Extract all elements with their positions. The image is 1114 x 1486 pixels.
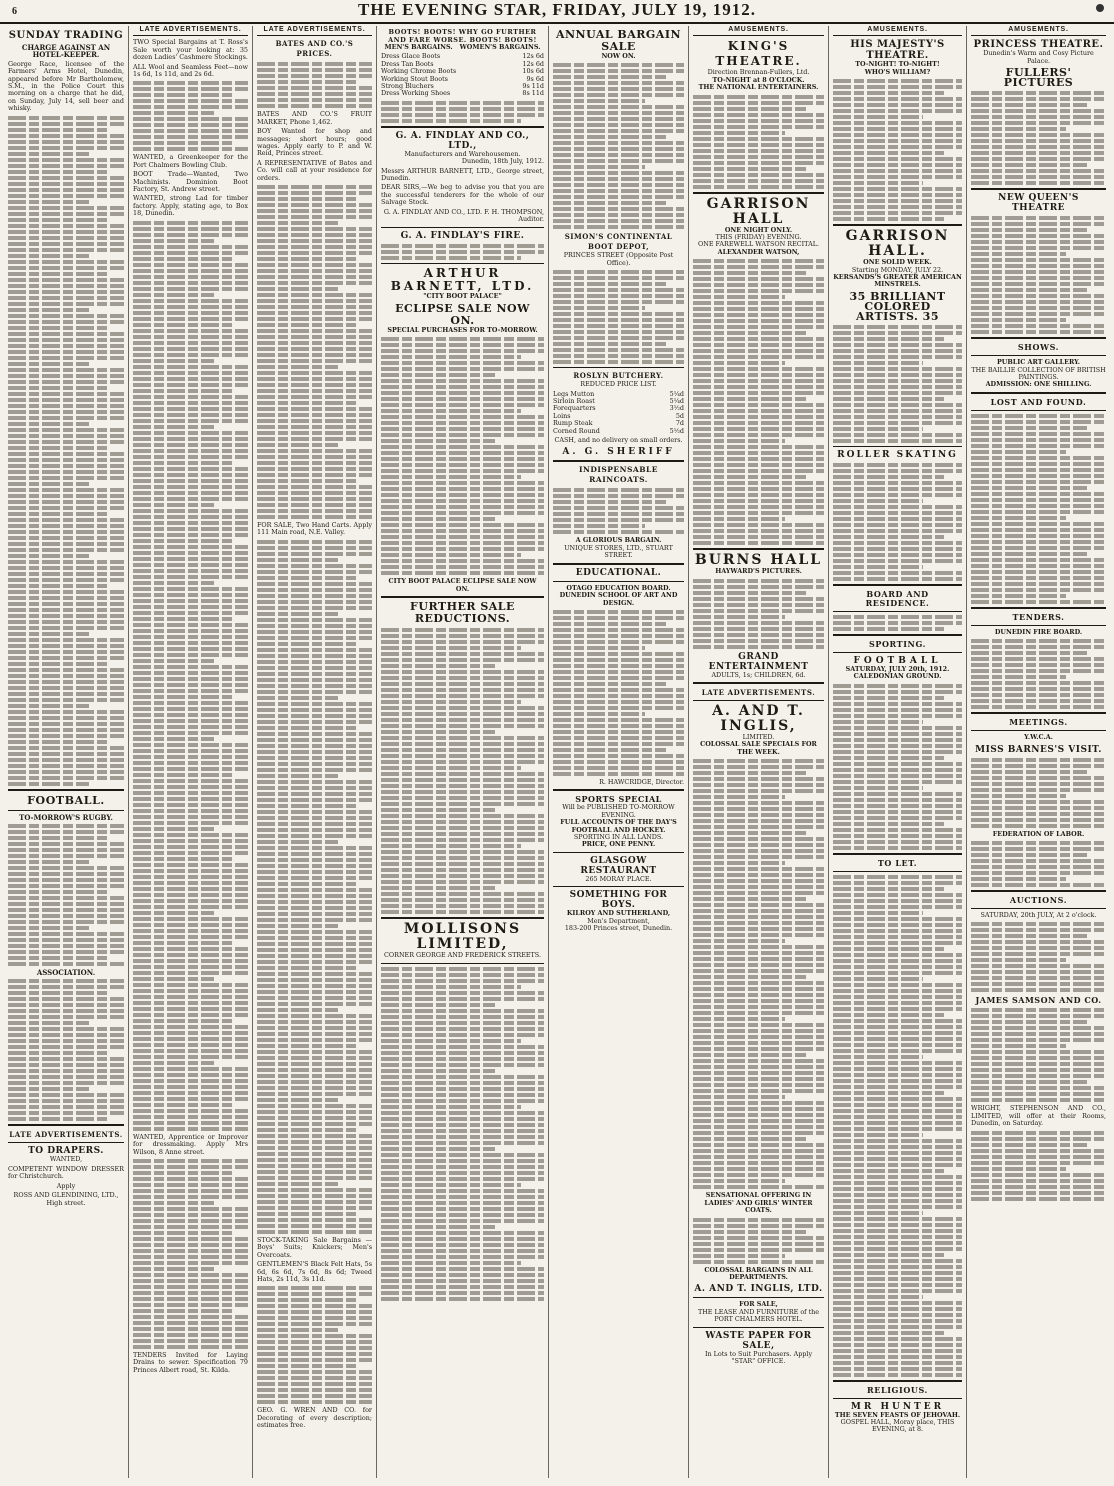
gospel-hall: GOSPEL HALL, Moray place, THIS EVENING, at 8. bbox=[840, 1418, 955, 1434]
column-3 bbox=[252, 26, 376, 1478]
otago-education-board: OTAGO EDUCATION BOARD. bbox=[566, 583, 671, 592]
late-ads-heading-7: LATE ADVERTISEMENTS. bbox=[701, 688, 816, 698]
city-boot-palace: "CITY BOOT PALACE" bbox=[423, 291, 502, 300]
special-purchases: SPECIAL PURCHASES FOR TO-MORROW. bbox=[387, 325, 538, 334]
greater-minstrels: KERSANDS'S GREATER AMERICAN MINSTRELS. bbox=[833, 273, 962, 289]
list-item: Strong Bluchers 9s 11d bbox=[381, 82, 544, 91]
page-title: THE EVENING STAR, FRIDAY, JULY 19, 1912. bbox=[357, 0, 757, 19]
sheriff: A. G. SHERIFF bbox=[562, 447, 675, 458]
classified-ad: TWO Special Bargains at T. Ross's Sale worth your looking at: 35 dozen Ladies' Cashmere Stockings. bbox=[133, 38, 248, 62]
sporting-heading: SPORTING. bbox=[868, 638, 926, 649]
sensational-offering: SENSATIONAL OFFERING IN LADIES' AND GIRLS' WINTER COATS. bbox=[704, 1191, 813, 1215]
kilroy-sutherland: KILROY AND SUTHERLAND, bbox=[566, 909, 671, 918]
classified-ad: A REPRESENTATIVE of Bates and Co. will call at your residence for orders. bbox=[257, 158, 372, 182]
classified-ad: GENTLEMEN'S Black Felt Hats, 5s 6d, 6s 6d, 7s 6d, 8s 6d; Tweed Hats, 2s 11d, 3s 11d. bbox=[257, 1260, 372, 1283]
kings-direction: Direction Brennan-Fullers, Ltd. bbox=[707, 68, 810, 77]
list-item: Dress Tan Boots 12s 6d bbox=[381, 59, 544, 68]
list-item: Loins 5d bbox=[553, 411, 684, 420]
meetings-heading: MEETINGS. bbox=[1009, 717, 1068, 728]
classified-ads-block bbox=[133, 81, 248, 151]
page-number: 6 bbox=[12, 6, 17, 17]
dunedin-fire-board: DUNEDIN FIRE BOARD. bbox=[994, 627, 1083, 636]
james-samson: JAMES SAMSON AND CO. bbox=[975, 995, 1102, 1006]
column-6 bbox=[688, 26, 828, 1478]
garrison-hall: GARRISON HALL bbox=[706, 195, 811, 227]
to-let-listings bbox=[833, 875, 962, 1377]
boots-fine-print bbox=[381, 101, 544, 123]
sports-price: PRICE, ONE PENNY. bbox=[581, 840, 656, 849]
inglis-body bbox=[693, 759, 824, 1189]
roller-skating: ROLLER SKATING bbox=[837, 449, 958, 460]
classified-ad: WANTED, strong Lad for timber factory. Apply, stating age, to Box 18, Dunedin. bbox=[133, 194, 248, 218]
boots-heading: BOOTS! BOOTS! WHY GO FURTHER AND FARE WORSE. BOOTS! BOOTS! bbox=[388, 28, 537, 44]
inglis-limited: LIMITED. bbox=[742, 733, 775, 742]
mollisons-address: CORNER GEORGE AND FREDERICK STREETS. bbox=[384, 951, 541, 960]
ywca: Y.W.C.A. bbox=[1024, 733, 1053, 742]
cash-note: CASH, and no delivery on small orders. bbox=[554, 436, 683, 445]
association-body bbox=[8, 979, 124, 1121]
findlay-fire: G. A. FINDLAY'S FIRE. bbox=[400, 230, 525, 241]
section-football: FOOTBALL. bbox=[27, 793, 105, 807]
list-item: Dress Glace Boots 12s 6d bbox=[381, 52, 544, 61]
classified-ads-block bbox=[133, 1159, 248, 1349]
classified-ad: WANTED, Apprentice or Improver for dressmaking. Apply Mrs Wilson, 8 Anne street. bbox=[133, 1132, 248, 1156]
subhead-rugby: TO-MORROW'S RUGBY. bbox=[19, 812, 113, 822]
amusements-heading-3: AMUSEMENTS. bbox=[971, 26, 1106, 36]
further-reductions: FURTHER SALE REDUCTIONS. bbox=[410, 600, 515, 626]
mollisons-body bbox=[381, 967, 544, 1301]
majesty-body bbox=[833, 79, 962, 221]
womens-bargains: WOMEN'S BARGAINS. bbox=[459, 43, 541, 51]
column-4 bbox=[376, 26, 548, 1478]
classified-ad: BOOT Trade—Wanted, Two Machinists. Dominion Boot Factory, St. Andrew street. bbox=[133, 170, 248, 194]
gallery-admission: ADMISSION: ONE SHILLING. bbox=[985, 380, 1092, 389]
findlay-address: Dunedin, 18th July, 1912. bbox=[461, 157, 544, 166]
federation-of-labor: FEDERATION OF LABOR. bbox=[992, 829, 1085, 838]
fullers-pictures: FULLERS' PICTURES bbox=[1003, 66, 1074, 90]
findlay-signature: G. A. FINDLAY AND CO., LTD. F. H. THOMPSON, Auditor. bbox=[383, 207, 544, 224]
football-body bbox=[833, 684, 962, 850]
minstrels-body bbox=[833, 325, 962, 443]
to-let-heading: TO LET. bbox=[877, 857, 918, 868]
tonight-tonight: TO-NIGHT! TO-NIGHT! bbox=[855, 60, 940, 69]
article-lead: George Race, licensee of the Farmers' Arms Hotel, Dunedin, appeared before Mr Bartholomew, S.M., in the Police Court this morning on a charge that he did, on Sunday, July 14, sell beer and whisky. bbox=[8, 59, 124, 113]
unique-stores: UNIQUE STORES, LTD., STUART STREET. bbox=[564, 543, 673, 560]
mr-hunter: MR HUNTER bbox=[850, 1401, 945, 1412]
reduced-price-list: REDUCED PRICE LIST. bbox=[580, 380, 657, 389]
educational-heading: EDUCATIONAL. bbox=[575, 567, 662, 578]
board-residence: BOARD AND RESIDENCE. bbox=[865, 588, 930, 608]
raincoat-body bbox=[553, 488, 684, 534]
kings-tonight: TO-NIGHT at 8 O'CLOCK. bbox=[712, 75, 805, 84]
sports-accounts: FULL ACCOUNTS OF THE DAY'S FOOTBALL AND HOCKEY. bbox=[560, 818, 677, 834]
column-2 bbox=[128, 26, 252, 1478]
one-solid-week: ONE SOLID WEEK. bbox=[863, 258, 932, 267]
eclipse-sale: ECLIPSE SALE NOW ON. bbox=[395, 301, 530, 327]
wright-stephenson: WRIGHT, STEPHENSON AND CO., LIMITED, will offer at their Rooms, Dunedin, on Saturday. bbox=[971, 1104, 1106, 1128]
findlay-sub: Manufacturers and Warehousemen. bbox=[404, 149, 521, 158]
amusements-heading-2: AMUSEMENTS. bbox=[833, 26, 962, 36]
princess-theatre: PRINCESS THEATRE. bbox=[973, 39, 1104, 51]
kings-theatre: KING'S THEATRE. bbox=[715, 39, 802, 69]
his-majestys-theatre: HIS MAJESTY'S THEATRE. bbox=[850, 39, 945, 62]
coats-body bbox=[693, 1218, 824, 1264]
column-5 bbox=[548, 26, 688, 1478]
column-8 bbox=[966, 26, 1110, 1478]
late-ads-heading-3: LATE ADVERTISEMENTS. bbox=[257, 26, 372, 36]
classified-ad: GEO. G. WREN AND CO. for Decorating of every description; estimates free. bbox=[257, 1406, 372, 1430]
bates-prices: BATES AND CO.'S PRICES. bbox=[275, 39, 354, 59]
hayward-pictures: HAYWARD'S PICTURES. bbox=[715, 567, 802, 576]
list-item: Corned Round 5½d bbox=[553, 426, 684, 435]
price-block bbox=[257, 62, 372, 108]
bargain-headings bbox=[381, 44, 544, 51]
headline-sunday-trading: SUNDAY TRADING bbox=[8, 30, 124, 41]
seven-feasts: THE SEVEN FEASTS OF JEHOVAH. bbox=[834, 1410, 961, 1419]
classified-ads-block bbox=[257, 1286, 372, 1404]
colossal-specials: COLOSSAL SALE SPECIALS FOR THE WEEK. bbox=[700, 740, 817, 756]
sporting-lands: SPORTING IN ALL LANDS. bbox=[573, 832, 664, 841]
auction-body bbox=[971, 922, 1106, 992]
something-for-boys: SOMETHING FOR BOYS. bbox=[569, 890, 668, 911]
this-evening: THIS (FRIDAY) EVENING. bbox=[715, 233, 802, 242]
list-item: Sirloin Roast 5¼d bbox=[553, 397, 684, 406]
kings-body bbox=[693, 95, 824, 189]
national-entertainers: THE NATIONAL ENTERTAINERS. bbox=[698, 83, 819, 92]
burns-body bbox=[693, 579, 824, 649]
federation-body bbox=[971, 841, 1106, 887]
list-item: Legs Mutton 5¼d bbox=[553, 389, 684, 398]
classified-ad: WANTED, a Greenkeeper for the Port Chalmers Bowling Club. bbox=[133, 153, 248, 169]
annual-sale-body bbox=[553, 63, 684, 229]
inglis-ltd: A. AND T. INGLIS, LTD. bbox=[694, 1284, 823, 1295]
miss-barnes-visit: MISS BARNES'S VISIT. bbox=[975, 744, 1102, 755]
column-7 bbox=[828, 26, 966, 1478]
tenders-body bbox=[971, 639, 1106, 709]
now-on: NOW ON. bbox=[601, 52, 636, 60]
waste-paper-sub: In Lots to Suit Purchasers. Apply "STAR" OFFICE. bbox=[704, 1349, 813, 1365]
list-item: Rump Steak 7d bbox=[553, 419, 684, 428]
eclipse-body bbox=[381, 337, 544, 575]
colossal-bargains: COLOSSAL BARGAINS IN ALL DEPARTMENTS. bbox=[704, 1265, 813, 1281]
grand-entertainment: GRAND ENTERTAINMENT bbox=[708, 651, 809, 672]
list-item: Working Stout Boots 9s 6d bbox=[381, 74, 544, 83]
new-queens-theatre: NEW QUEEN'S THEATRE bbox=[998, 193, 1079, 214]
annual-bargain-sale: ANNUAL BARGAIN SALE bbox=[555, 28, 682, 53]
hotel-lease: THE LEASE AND FURNITURE of the PORT CHALMERS HOTEL. bbox=[697, 1307, 820, 1324]
findlay-letter-to: Messrs ARTHUR BARNETT, LTD., George street, Dunedin. bbox=[381, 166, 544, 183]
auction-date: SATURDAY, 20th JULY, At 2 o'clock. bbox=[980, 911, 1097, 920]
brilliant-artists: 35 BRILLIANT COLORED ARTISTS. 35 bbox=[849, 289, 946, 323]
watson-body bbox=[693, 259, 824, 545]
arthur-barnett: ARTHUR BARNETT, LTD. bbox=[390, 265, 535, 293]
fire-body bbox=[381, 244, 544, 260]
lost-found-heading: LOST AND FOUND. bbox=[990, 396, 1087, 407]
findlay-letter-body: DEAR SIRS,—We beg to advise you that you are the successful tenderers for the whole of our Salvage Stock. bbox=[381, 183, 544, 207]
hawcridge: R. HAWCRIDGE, Director. bbox=[599, 777, 684, 786]
drapers-heading: TO DRAPERS. bbox=[28, 1146, 104, 1157]
sports-published: Will be PUBLISHED TO-MORROW EVENING. bbox=[562, 803, 675, 819]
whos-william: WHO'S WILLIAM? bbox=[864, 67, 931, 76]
skating-body bbox=[833, 463, 962, 581]
meat-price-list bbox=[553, 391, 684, 435]
kilroy-dept: Men's Department, bbox=[587, 916, 650, 925]
classified-ad: ALL Wool and Seamless Feet—now 1s 6d, 1s 11d, and 2s 6d. bbox=[133, 62, 248, 79]
for-sale: FOR SALE, bbox=[739, 1300, 778, 1309]
boot-price-list bbox=[381, 53, 544, 97]
sports-special: SPORTS SPECIAL bbox=[575, 794, 662, 805]
punch-hole-mark bbox=[1096, 4, 1104, 12]
simons-address: PRINCES STREET (Opposite Post Office). bbox=[563, 251, 674, 267]
eclipse-footer: CITY BOOT PALACE ECLIPSE SALE NOW ON. bbox=[388, 577, 537, 593]
religious-heading: RELIGIOUS. bbox=[867, 1384, 928, 1395]
princess-sub: Dunedin's Warm and Cosy Picture Palace. bbox=[983, 49, 1094, 65]
glasgow-restaurant: GLASGOW RESTAURANT bbox=[580, 855, 657, 876]
amusements-heading-1: AMUSEMENTS. bbox=[693, 26, 824, 36]
tenders-heading: TENDERS. bbox=[1012, 611, 1065, 622]
adults-children: ADULTS, 1s; CHILDREN, 6d. bbox=[711, 670, 806, 679]
rugby-body bbox=[8, 824, 124, 966]
queens-body bbox=[971, 216, 1106, 334]
subhead-association: ASSOCIATION. bbox=[36, 968, 96, 978]
samson-body bbox=[971, 1008, 1106, 1102]
one-night-only: ONE NIGHT ONLY. bbox=[724, 225, 793, 234]
list-item: Dress Working Shoes 8s 11d bbox=[381, 89, 544, 98]
waste-paper: WASTE PAPER FOR SALE, bbox=[705, 1330, 812, 1351]
indispensable-raincoats: INDISPENSABLE RAINCOATS. bbox=[578, 465, 659, 485]
starting-monday: Starting MONDAY, JULY 22. bbox=[851, 265, 944, 274]
classified-ad: STOCK-TAKING Sale Bargains — Boys' Suits; Knickers; Men's Overcoats. bbox=[257, 1235, 372, 1259]
glasgow-address: 265 MORAY PLACE. bbox=[585, 874, 652, 883]
dunedin-school-art: DUNEDIN SCHOOL OF ART AND DESIGN. bbox=[559, 591, 678, 607]
baillie-collection: THE BAILLIE COLLECTION OF BRITISH PAINTINGS. bbox=[971, 365, 1106, 382]
football-date: SATURDAY, JULY 20th, 1912. bbox=[845, 664, 950, 673]
kilroy-address: 183-200 Princes street, Dunedin. bbox=[564, 923, 673, 932]
meetings-body bbox=[971, 758, 1106, 828]
classified-ads-block bbox=[133, 221, 248, 1131]
simons-body bbox=[553, 270, 684, 364]
lost-found-body bbox=[971, 414, 1106, 604]
columns bbox=[4, 26, 1110, 1482]
list-item: Forequarters 3½d bbox=[553, 404, 684, 413]
simons-depot: SIMON'S CONTINENTAL BOOT DEPOT, bbox=[564, 232, 673, 252]
wright-body bbox=[971, 1131, 1106, 1201]
findlay-heading: G. A. FINDLAY AND CO., LTD., bbox=[395, 130, 530, 151]
farewell-recital: ONE FAREWELL WATSON RECITAL. bbox=[698, 240, 819, 249]
football-ad: FOOTBALL bbox=[853, 655, 942, 666]
mens-bargains: MEN'S BARGAINS. bbox=[384, 43, 453, 51]
subhead-charge: CHARGE AGAINST AN HOTEL-KEEPER. bbox=[21, 43, 111, 60]
wanted-label: WANTED, bbox=[49, 1155, 83, 1164]
board-body bbox=[833, 615, 962, 631]
classified-ad: BATES AND CO.'S FRUIT MARKET, Phone 1,462. bbox=[257, 110, 372, 126]
caledonian-ground: CALEDONIAN GROUND. bbox=[853, 672, 942, 681]
burns-hall: BURNS HALL bbox=[694, 552, 823, 569]
public-art-gallery: PUBLIC ART GALLERY. bbox=[996, 358, 1081, 367]
princess-body bbox=[971, 91, 1106, 185]
garrison-hall-2: GARRISON HALL. bbox=[845, 228, 950, 260]
list-item: Working Chrome Boots 10s 6d bbox=[381, 67, 544, 76]
mollisons-limited: MOLLISONS LIMITED, bbox=[403, 921, 522, 953]
classified-ad: BOY Wanted for shop and messages; short hours; good wages. Apply early to P. and W. Reid, Princes street. bbox=[257, 127, 372, 158]
classified-ad: FOR SALE, Two Hand Carts. Apply 111 Main road, N.E. Valley. bbox=[257, 521, 372, 537]
inglis: A. AND T. INGLIS, bbox=[712, 703, 805, 735]
window-dresser-ad: COMPETENT WINDOW DRESSER for Christchurch. bbox=[8, 1164, 124, 1181]
masthead bbox=[0, 0, 1114, 24]
column-1 bbox=[4, 26, 128, 1478]
glorious-bargain: A GLORIOUS BARGAIN. bbox=[575, 536, 662, 545]
late-ads-heading: LATE ADVERTISEMENTS. bbox=[9, 1130, 123, 1140]
ross-glendining: ROSS AND GLENDINING, LTD., High street. bbox=[13, 1191, 119, 1207]
apply-label: Apply bbox=[56, 1181, 76, 1190]
roslyn-butchery: ROSLYN BUTCHERY. bbox=[573, 371, 664, 381]
alexander-watson: ALEXANDER WATSON, bbox=[717, 247, 800, 256]
auctions-heading: AUCTIONS. bbox=[1009, 895, 1068, 906]
shows-heading: SHOWS. bbox=[1017, 342, 1060, 353]
article-body bbox=[8, 116, 124, 786]
classified-ads-block bbox=[257, 185, 372, 519]
classified-ads-block bbox=[257, 540, 372, 1234]
late-ads-heading-2: LATE ADVERTISEMENTS. bbox=[133, 26, 248, 36]
classified-ad: TENDERS Invited for Laying Drains to sewer. Specification 79 Princes Albert road, St. Kilda. bbox=[133, 1350, 248, 1374]
education-body bbox=[553, 610, 684, 776]
reductions-body bbox=[381, 628, 544, 914]
